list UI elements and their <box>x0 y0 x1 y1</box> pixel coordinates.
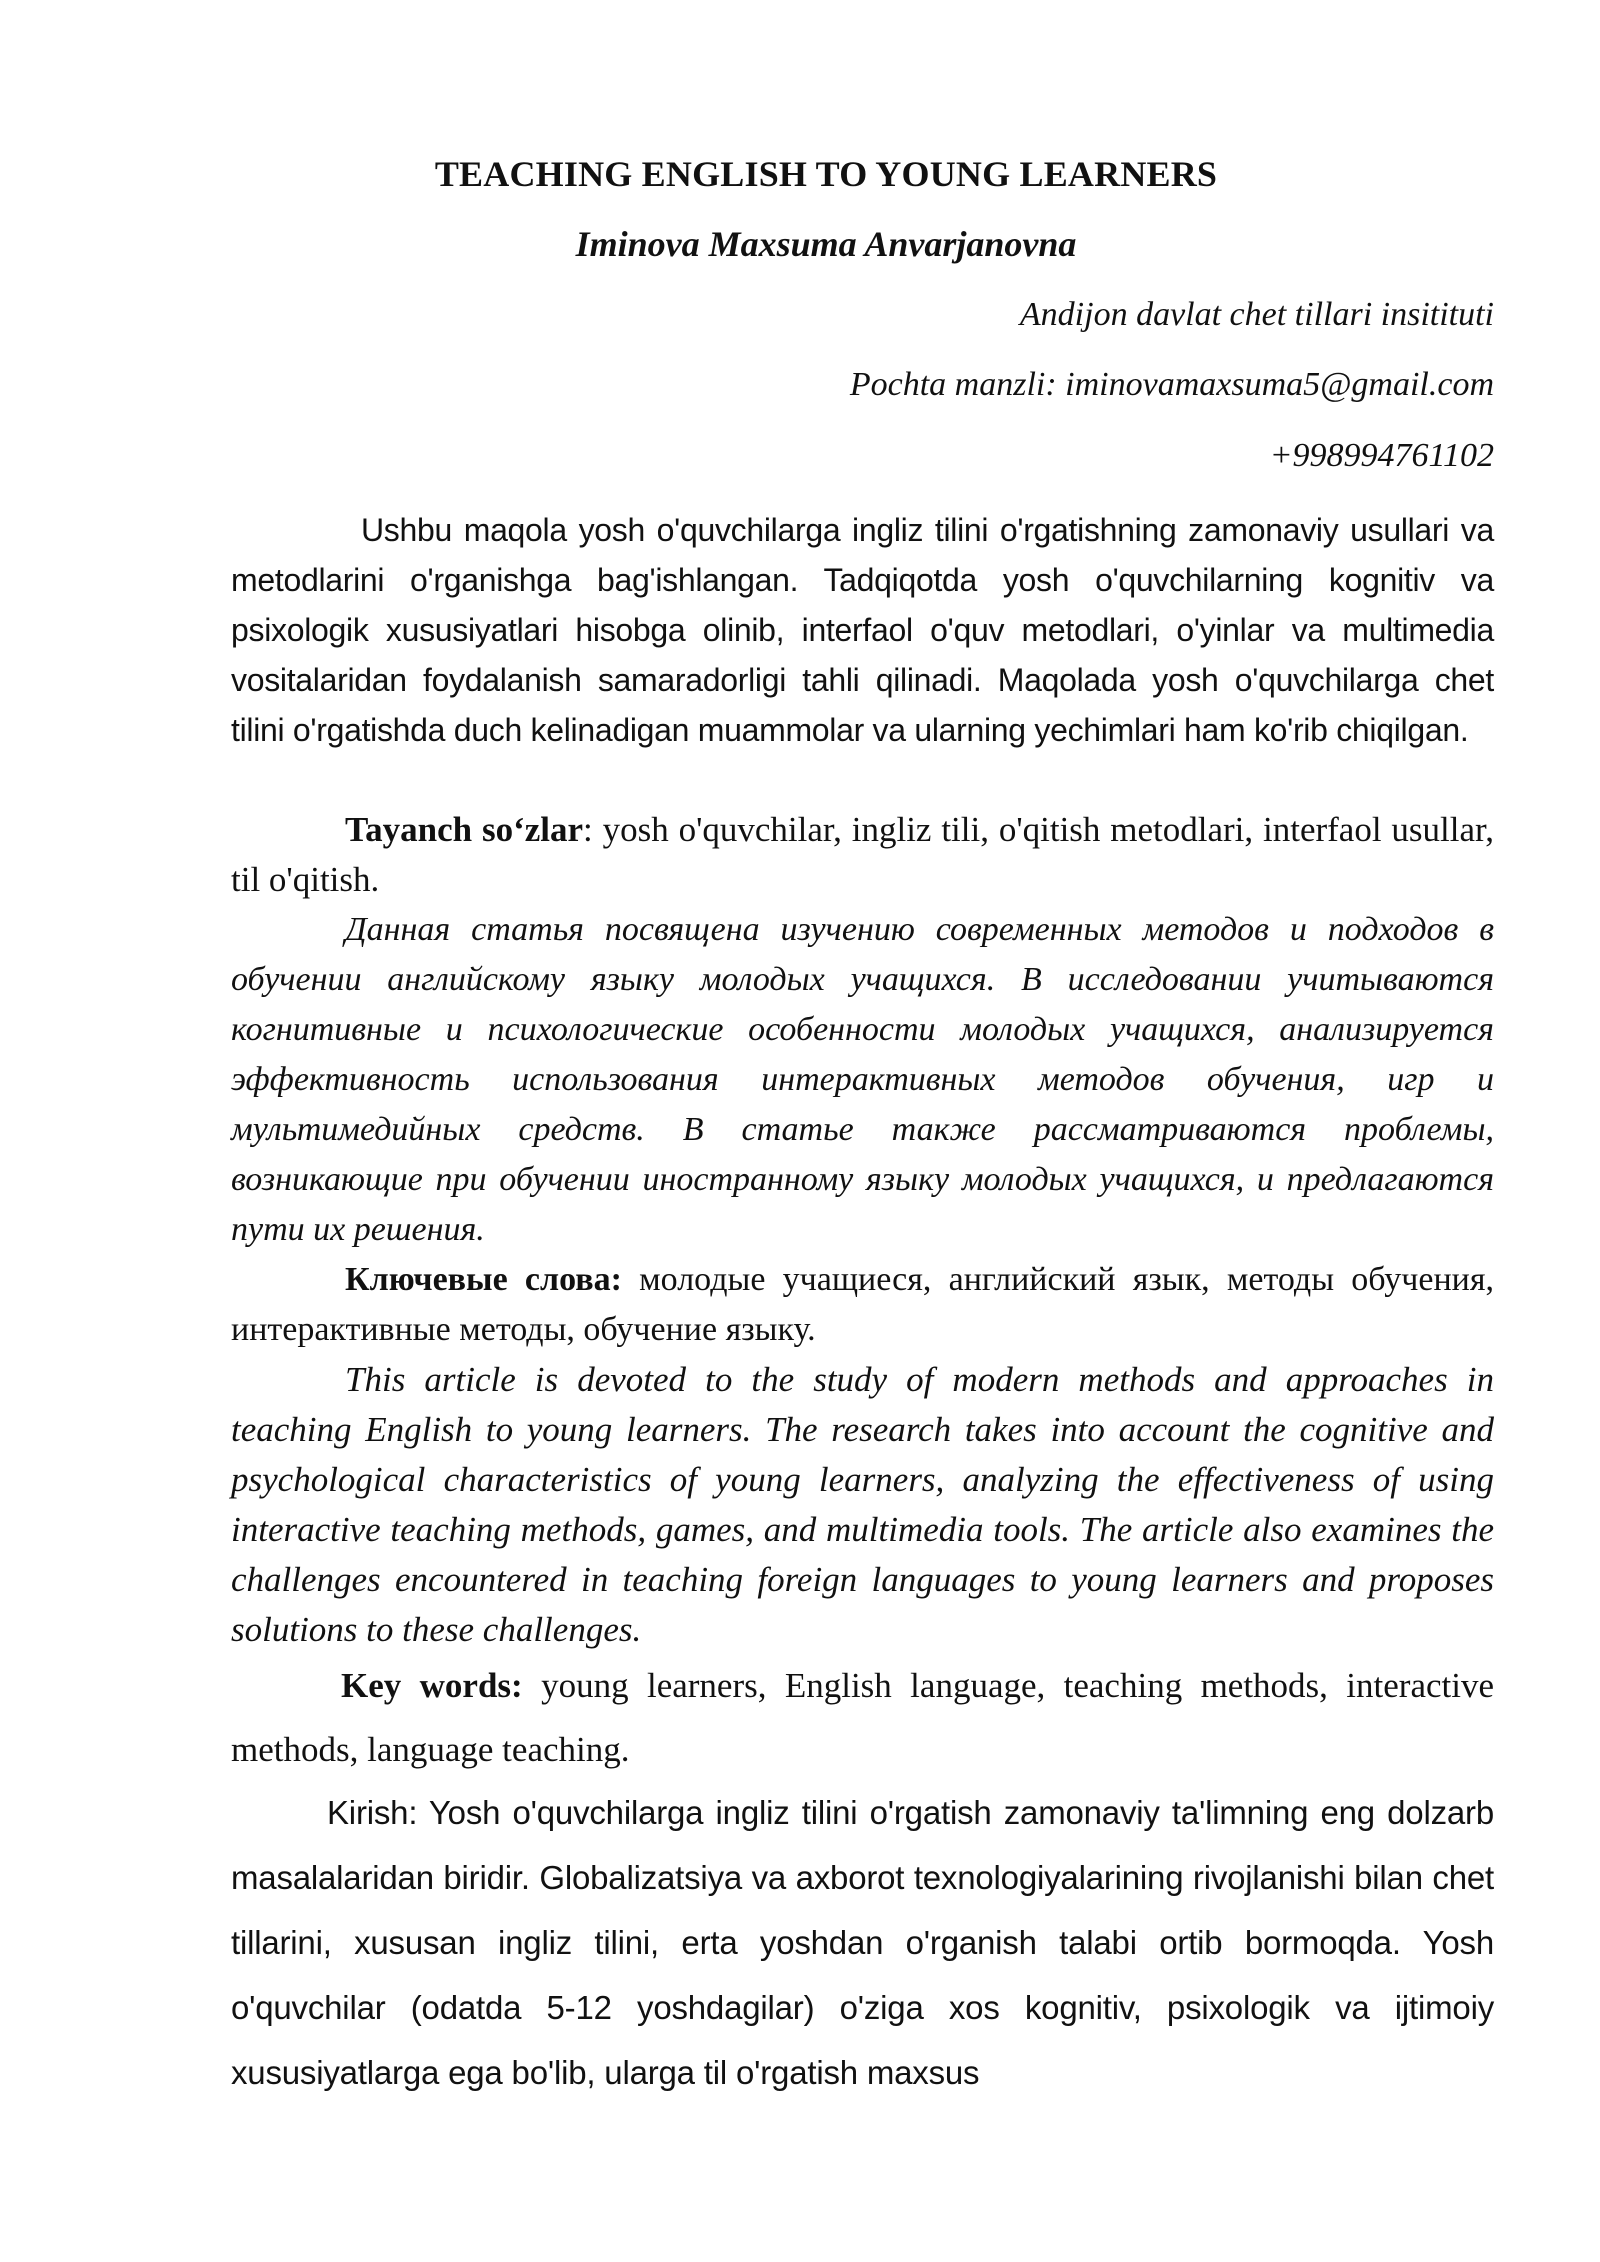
abstract-uzbek: Ushbu maqola yosh o'quvchilarga ingliz tilini o'rgatishning zamonaviy usullari va metodlarini o'rganishga bag'ishlangan. Tadqiqotda yosh o'quvchilarning kognitiv va psixologik xususiyatlari hisobga olinib, interfaol o'quv metodlari, o'yinlar va multimedia vositalaridan foydalanish samaradorligi tahli qilinadi. Maqolada yosh o'quvchilarga chet tilini o'rgatishda duch kelinadigan muammolar va ularning yechimlari ham ko'rib chiqilgan. <box>231 512 1494 748</box>
keywords-russian <box>231 1255 1494 1355</box>
abstract-english: This article is devoted to the study of modern methods and approaches in teaching English to young learners. The research takes into account the cognitive and psychological characteristics of young learners, analyzing the effectiveness of using interactive teaching methods, games, and multimedia tools. The article also examines the challenges encountered in teaching foreign languages to young learners and proposes solutions to these challenges. <box>231 1360 1494 1649</box>
paper-title: TEACHING ENGLISH TO YOUNG LEARNERS <box>434 154 1218 194</box>
keywords-english-text: young learners, English language, teaching methods, interactive methods, language teaching. <box>231 1666 1495 1769</box>
affiliation-phone: +998994761102 <box>1269 437 1494 474</box>
keywords-russian-text: молодые учащиеся, английский язык, методы обучения, интерактивные методы, обучение языку. <box>231 1261 1495 1348</box>
affiliation-email: Pochta manzli: iminovamaxsuma5@gmail.com <box>849 366 1494 403</box>
keywords-uzbek <box>231 805 1494 905</box>
introduction-paragraph: Kirish: Yosh o'quvchilarga ingliz tilini o'rgatish zamonaviy ta'limning eng dolzarb masalalaridan biridir. Globalizatsiya va axborot texnologiyalarining rivojlanishi bilan chet tillarini, xususan ingliz tilini, erta yoshdan o'rganish talabi ortib bormoqda. Yosh o'quvchilar (odatda 5-12 yoshdagilar) o'ziga xos kognitiv, psixologik va ijtimoiy xususiyatlarga ega bo'lib, ularga til o'rgatish maxsus <box>231 1794 1494 2091</box>
keywords-english-label: Key words: <box>341 1666 523 1705</box>
affiliation-institution: Andijon davlat chet tillari insitituti <box>1019 296 1494 333</box>
keywords-uzbek-label: Tayanch so‘zlar <box>345 810 584 849</box>
keywords-english <box>231 1654 1494 1782</box>
keywords-uzbek-text: : yosh o'quvchilar, ingliz tili, o'qitish metodlari, interfaol usullar, til o'qitish. <box>231 810 1495 899</box>
keywords-russian-label: Ключевые слова: <box>345 1261 622 1298</box>
abstract-russian: Данная статья посвящена изучению современных методов и подходов в обучении английскому языку молодых учащихся. В исследовании учитываются когнитивные и психологические особенности молодых учащихся, анализируется эффективность использования интерактивных методов обучения, игр и мультимедийных средств. В статье также рассматриваются проблемы, возникающие при обучении иностранному языку молодых учащихся, и предлагаются пути их решения. <box>231 911 1494 1248</box>
author-name: Iminova Maxsuma Anvarjanovna <box>575 224 1077 264</box>
